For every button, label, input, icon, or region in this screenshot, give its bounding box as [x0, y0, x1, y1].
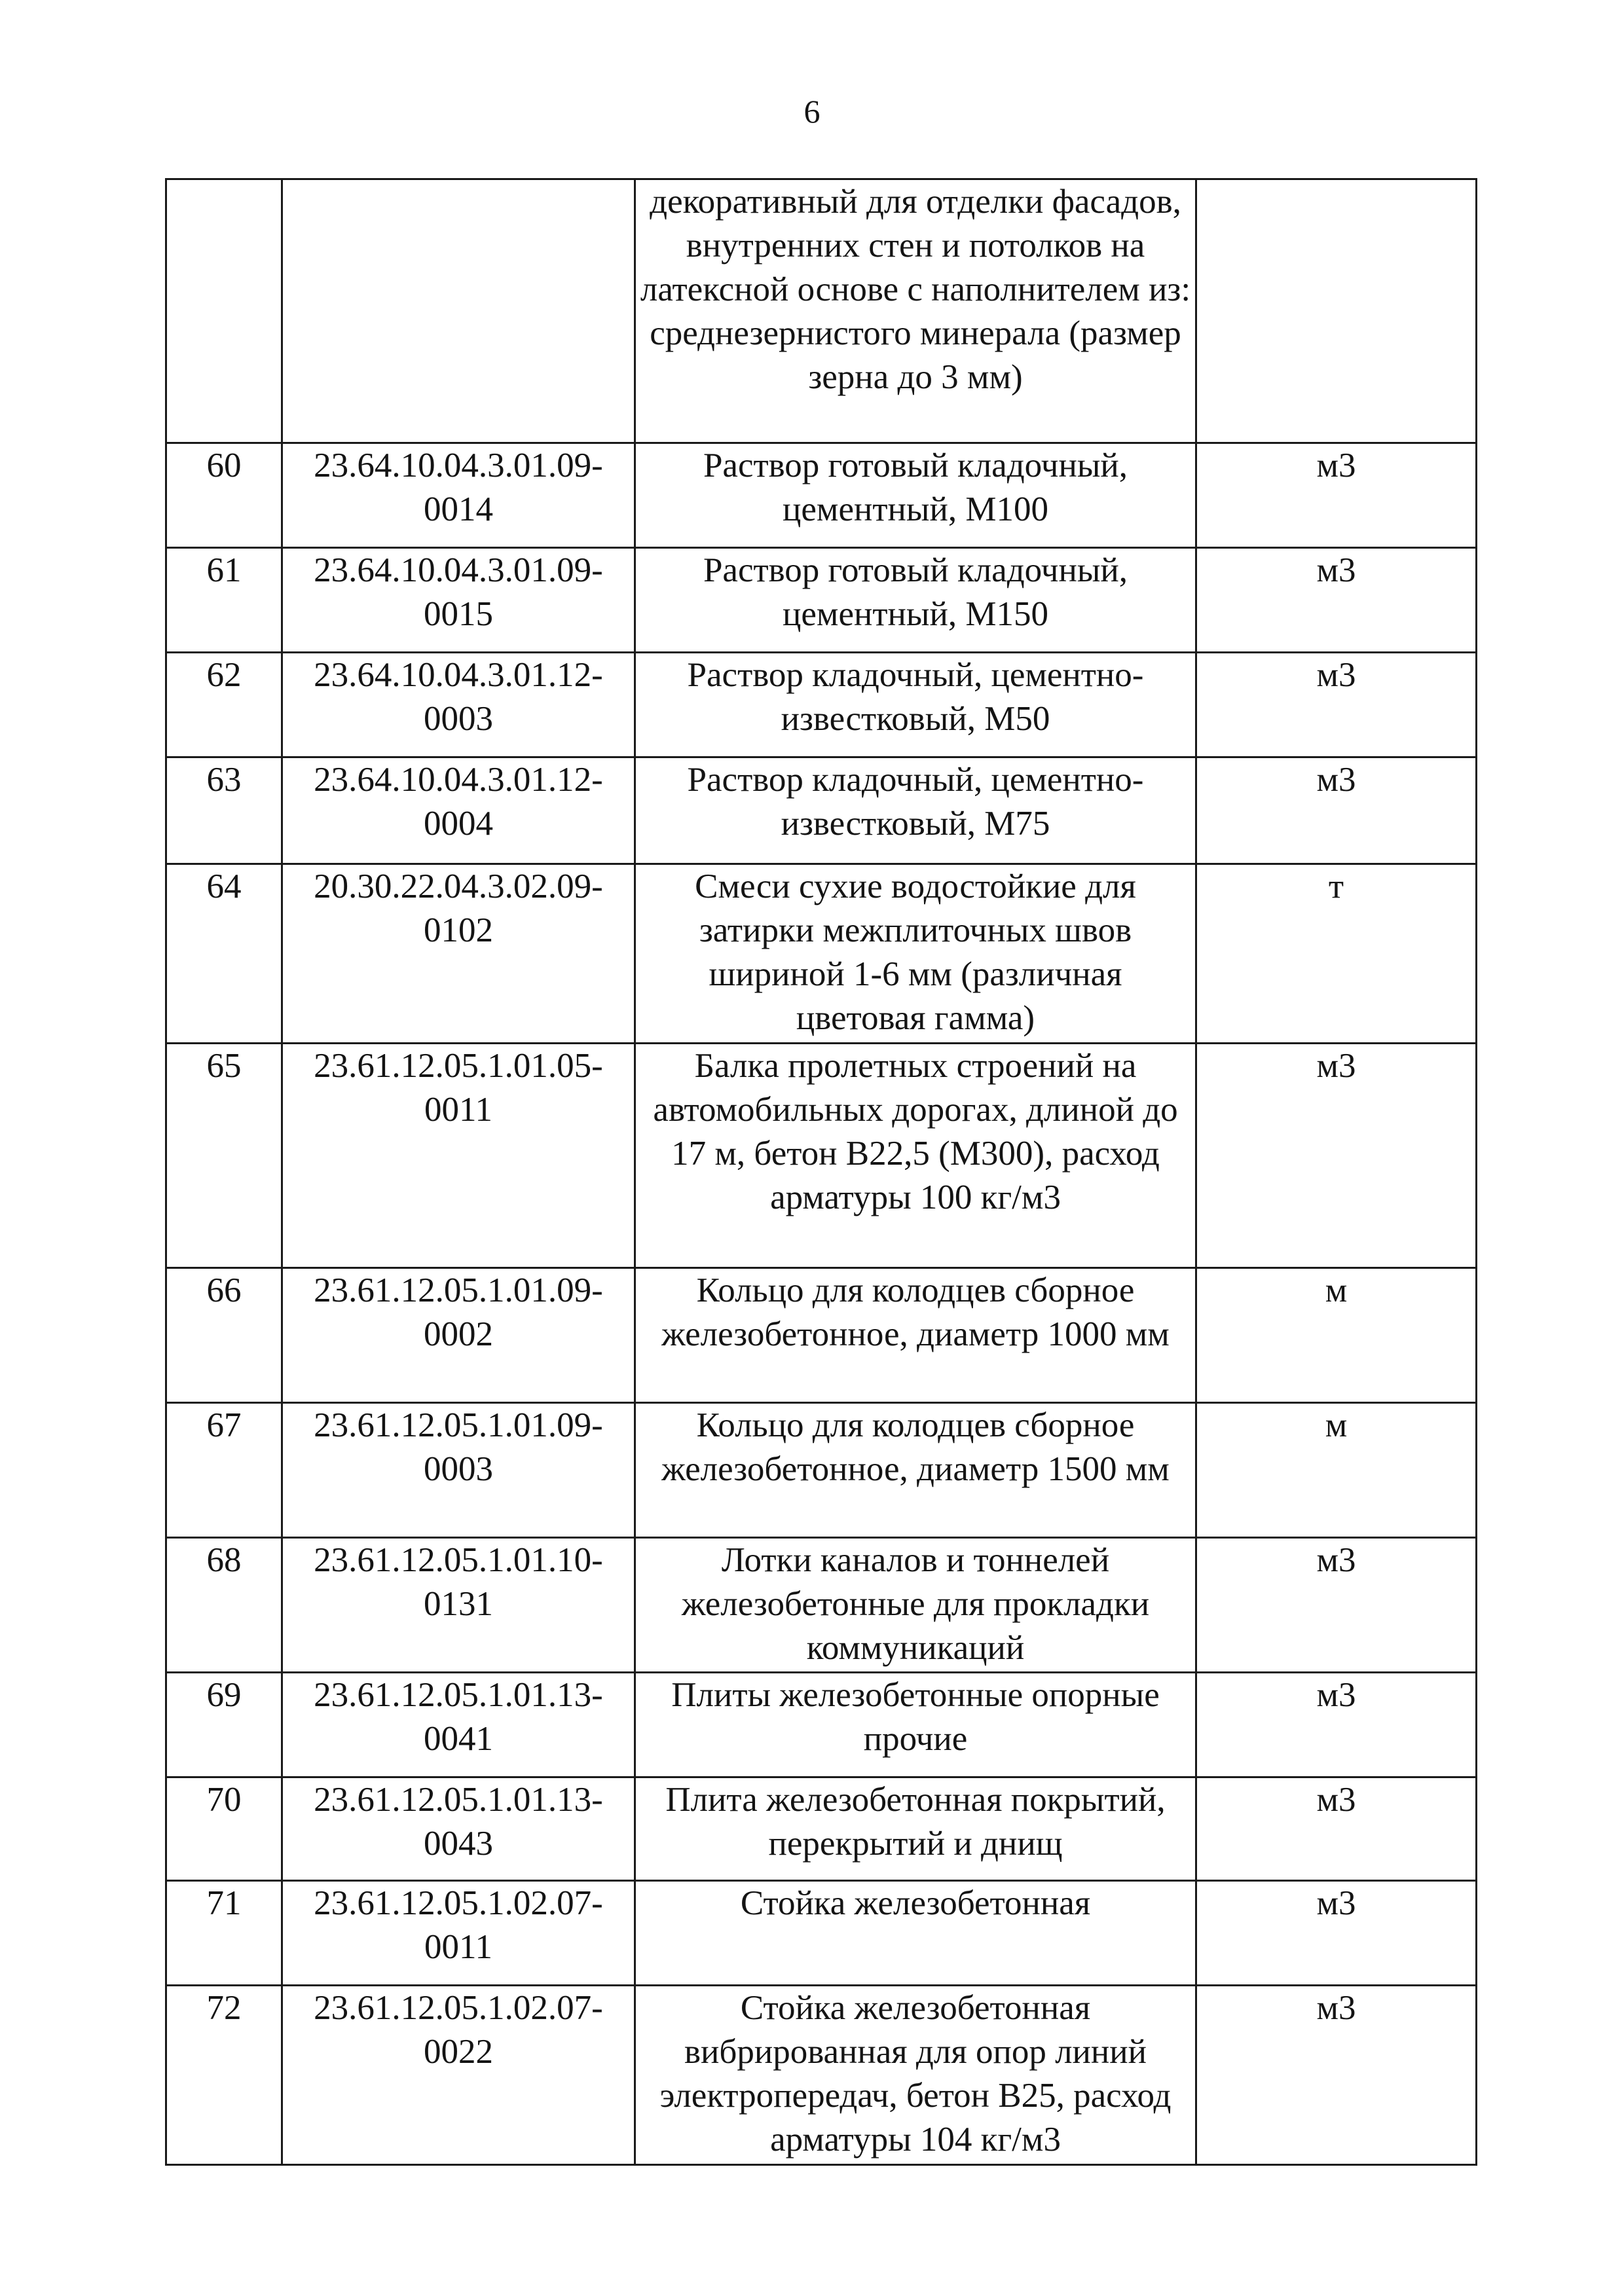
resource-code: 23.64.10.04.3.01.09-0015	[282, 548, 635, 653]
resource-code: 23.61.12.05.1.01.09-0002	[282, 1268, 635, 1403]
row-number: 67	[166, 1403, 282, 1538]
resource-code: 23.64.10.04.3.01.12-0003	[282, 653, 635, 757]
row-number: 61	[166, 548, 282, 653]
table-row	[166, 1881, 1477, 1986]
unit-of-measure: м	[1196, 1403, 1477, 1538]
row-number: 65	[166, 1044, 282, 1268]
resource-name: Балка пролетных строений на автомобильных дорогах, длиной до 17 м, бетон В22,5 (М300), расход арматуры 100 кг/м3	[635, 1044, 1196, 1268]
resource-code: 23.61.12.05.1.01.09-0003	[282, 1403, 635, 1538]
row-number: 68	[166, 1538, 282, 1673]
row-number: 60	[166, 443, 282, 548]
resource-name: Раствор готовый кладочный, цементный, М100	[635, 443, 1196, 548]
resource-name: Стойка железобетонная вибрированная для опор линий электропередач, бетон В25, расход арматуры 104 кг/м3	[635, 1986, 1196, 2165]
materials-table	[165, 178, 1477, 2166]
resource-name: Раствор кладочный, цементно-известковый, М75	[635, 757, 1196, 864]
unit-of-measure: м3	[1196, 1986, 1477, 2165]
table-row	[166, 653, 1477, 757]
table-row	[166, 1403, 1477, 1538]
row-number	[166, 179, 282, 443]
table-row	[166, 1673, 1477, 1777]
unit-of-measure	[1196, 179, 1477, 443]
unit-of-measure: м3	[1196, 1881, 1477, 1986]
resource-name: Стойка железобетонная	[635, 1881, 1196, 1986]
table-row	[166, 179, 1477, 443]
materials-table-body	[166, 179, 1477, 2165]
resource-name: Смеси сухие водостойкие для затирки межплиточных швов шириной 1-6 мм (различная цветовая гамма)	[635, 864, 1196, 1044]
resource-code: 23.61.12.05.1.01.10-0131	[282, 1538, 635, 1673]
page-number: 6	[803, 93, 821, 130]
resource-code: 23.64.10.04.3.01.12-0004	[282, 757, 635, 864]
table-row	[166, 1538, 1477, 1673]
table-row	[166, 443, 1477, 548]
unit-of-measure: м3	[1196, 653, 1477, 757]
row-number: 66	[166, 1268, 282, 1403]
resource-code: 23.61.12.05.1.01.05-0011	[282, 1044, 635, 1268]
resource-name: Плиты железобетонные опорные прочие	[635, 1673, 1196, 1777]
resource-name: Раствор готовый кладочный, цементный, М150	[635, 548, 1196, 653]
table-row	[166, 864, 1477, 1044]
resource-code	[282, 179, 635, 443]
table-row	[166, 757, 1477, 864]
resource-code: 23.61.12.05.1.02.07-0022	[282, 1986, 635, 2165]
unit-of-measure: т	[1196, 864, 1477, 1044]
resource-code: 23.61.12.05.1.02.07-0011	[282, 1881, 635, 1986]
unit-of-measure: м3	[1196, 548, 1477, 653]
resource-name: Раствор кладочный, цементно-известковый, М50	[635, 653, 1196, 757]
unit-of-measure: м3	[1196, 1673, 1477, 1777]
unit-of-measure: м3	[1196, 1777, 1477, 1881]
row-number: 63	[166, 757, 282, 864]
unit-of-measure: м3	[1196, 1044, 1477, 1268]
row-number: 70	[166, 1777, 282, 1881]
resource-code: 23.64.10.04.3.01.09-0014	[282, 443, 635, 548]
table-row	[166, 1986, 1477, 2165]
resource-code: 20.30.22.04.3.02.09-0102	[282, 864, 635, 1044]
table-row	[166, 1777, 1477, 1881]
resource-name: Кольцо для колодцев сборное железобетонное, диаметр 1000 мм	[635, 1268, 1196, 1403]
row-number: 62	[166, 653, 282, 757]
table-row	[166, 1044, 1477, 1268]
resource-name: Кольцо для колодцев сборное железобетонное, диаметр 1500 мм	[635, 1403, 1196, 1538]
table-row	[166, 1268, 1477, 1403]
row-number: 64	[166, 864, 282, 1044]
resource-name: декоративный для отделки фасадов, внутренних стен и потолков на латексной основе с наполнителем из: среднезернистого минерала (размер зерна до 3 мм)	[635, 179, 1196, 443]
row-number: 72	[166, 1986, 282, 2165]
table-row	[166, 548, 1477, 653]
resource-code: 23.61.12.05.1.01.13-0043	[282, 1777, 635, 1881]
unit-of-measure: м3	[1196, 757, 1477, 864]
row-number: 71	[166, 1881, 282, 1986]
unit-of-measure: м3	[1196, 1538, 1477, 1673]
resource-code: 23.61.12.05.1.01.13-0041	[282, 1673, 635, 1777]
row-number: 69	[166, 1673, 282, 1777]
unit-of-measure: м	[1196, 1268, 1477, 1403]
unit-of-measure: м3	[1196, 443, 1477, 548]
resource-name: Плита железобетонная покрытий, перекрытий и днищ	[635, 1777, 1196, 1881]
resource-name: Лотки каналов и тоннелей железобетонные для прокладки коммуникаций	[635, 1538, 1196, 1673]
